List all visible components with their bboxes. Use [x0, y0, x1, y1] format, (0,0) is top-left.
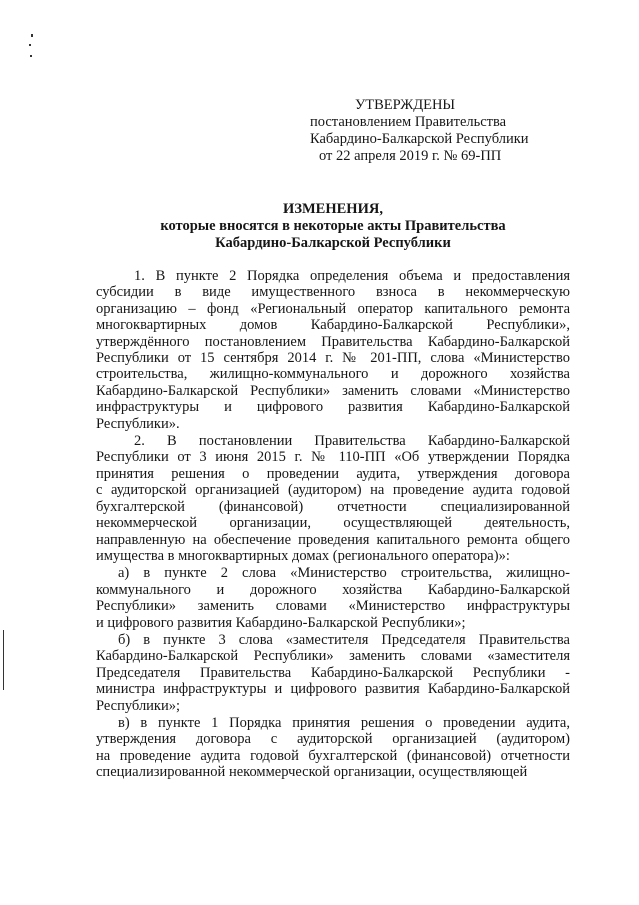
paragraph-line: инфраструктуры и цифрового развития Кабардино-Балкарской	[96, 399, 570, 416]
paragraph-line: принятия решения о проведении аудита, утверждения договора	[96, 465, 570, 482]
paragraph-line: многоквартирных домов Кабардино-Балкарской Республики»,	[96, 317, 570, 334]
paragraph-line: Республики».	[96, 415, 180, 432]
paragraph-line: направленную на обеспечение проведения капитального ремонта общего	[96, 531, 570, 548]
scan-mark	[31, 34, 33, 37]
paragraph-line: субсидии в виде имущественного взноса в некоммерческую	[96, 284, 570, 301]
paragraph-line: организацию – фонд «Региональный оператор капитального ремонта	[96, 300, 570, 317]
paragraph-line: специализированной некоммерческой организации, осуществляющей	[96, 764, 528, 781]
paragraph-line: Республики от 3 июня 2015 г. № 110-ПП «Об утверждении Порядка	[96, 449, 570, 466]
paragraph-line: Республики от 15 сентября 2014 г. № 201-ПП, слова «Министерство	[96, 350, 570, 367]
paragraph-line: б) в пункте 3 слова «заместителя Председателя Правительства	[118, 631, 570, 648]
scan-mark	[3, 630, 4, 690]
paragraph-line: 2. В постановлении Правительства Кабардино-Балкарской	[134, 433, 570, 450]
scan-mark	[30, 55, 32, 57]
scan-mark	[29, 44, 31, 46]
approval-line: постановлением Правительства	[310, 114, 507, 130]
paragraph-line: а) в пункте 2 слова «Министерство строительства, жилищно-	[118, 565, 570, 582]
paragraph-line: Республики»;	[96, 697, 181, 714]
paragraph	[96, 433, 570, 564]
title-heading: ИЗМЕНЕНИЯ,	[283, 201, 383, 217]
paragraph-line: Кабардино-Балкарской Республики» заменить словами «заместителя	[96, 648, 570, 665]
paragraph-line: некоммерческой организации, осуществляющей деятельность,	[96, 515, 570, 532]
paragraph-line: министра инфраструктуры и цифрового развития Кабардино-Балкарской	[96, 681, 570, 698]
paragraph-line: Республики» заменить словами «Министерство инфраструктуры	[96, 598, 570, 615]
paragraph	[96, 715, 570, 781]
paragraph-line: 1. В пункте 2 Порядка определения объема и предоставления	[134, 268, 570, 284]
paragraph-line: Кабардино-Балкарской Республики» заменить словами «Министерство	[96, 382, 570, 399]
paragraph-line: утверждённого постановлением Правительства Кабардино-Балкарской	[96, 333, 570, 350]
paragraph	[96, 565, 570, 631]
approval-date: от 22 апреля 2019 г. № 69-ПП	[319, 148, 502, 164]
paragraph	[96, 268, 570, 432]
paragraph-line: с аудиторской организацией (аудитором) на проведение аудита годовой	[96, 482, 570, 499]
paragraph-line: утверждения договора с аудиторской организацией (аудитором)	[96, 731, 570, 748]
title-subtitle: которые вносятся в некоторые акты Правительства	[160, 218, 506, 234]
paragraph-line: в) в пункте 1 Порядка принятия решения о проведении аудита,	[118, 714, 570, 731]
document-body	[96, 268, 570, 782]
approval-line: Кабардино-Балкарской Республики	[310, 131, 529, 147]
paragraph-line: бухгалтерской (финансовой) отчетности специализированной	[96, 498, 570, 515]
paragraph-line: на проведение аудита годовой бухгалтерской (финансовой) отчетности	[96, 747, 570, 764]
paragraph-line: имущества в многоквартирных домах (регионального оператора)»:	[96, 547, 510, 564]
document-title	[96, 201, 570, 252]
approval-heading: УТВЕРЖДЕНЫ	[355, 97, 456, 113]
paragraph-line: строительства, жилищно-коммунального и дорожного хозяйства	[96, 366, 570, 383]
paragraph	[96, 632, 570, 714]
title-subtitle: Кабардино-Балкарской Республики	[215, 235, 451, 251]
approval-block	[300, 97, 590, 165]
paragraph-line: Председателя Правительства Кабардино-Балкарской Республики -	[96, 664, 570, 681]
paragraph-line: и цифрового развития Кабардино-Балкарской Республики»;	[96, 614, 466, 631]
paragraph-line: коммунального и дорожного хозяйства Кабардино-Балкарской	[96, 581, 570, 598]
